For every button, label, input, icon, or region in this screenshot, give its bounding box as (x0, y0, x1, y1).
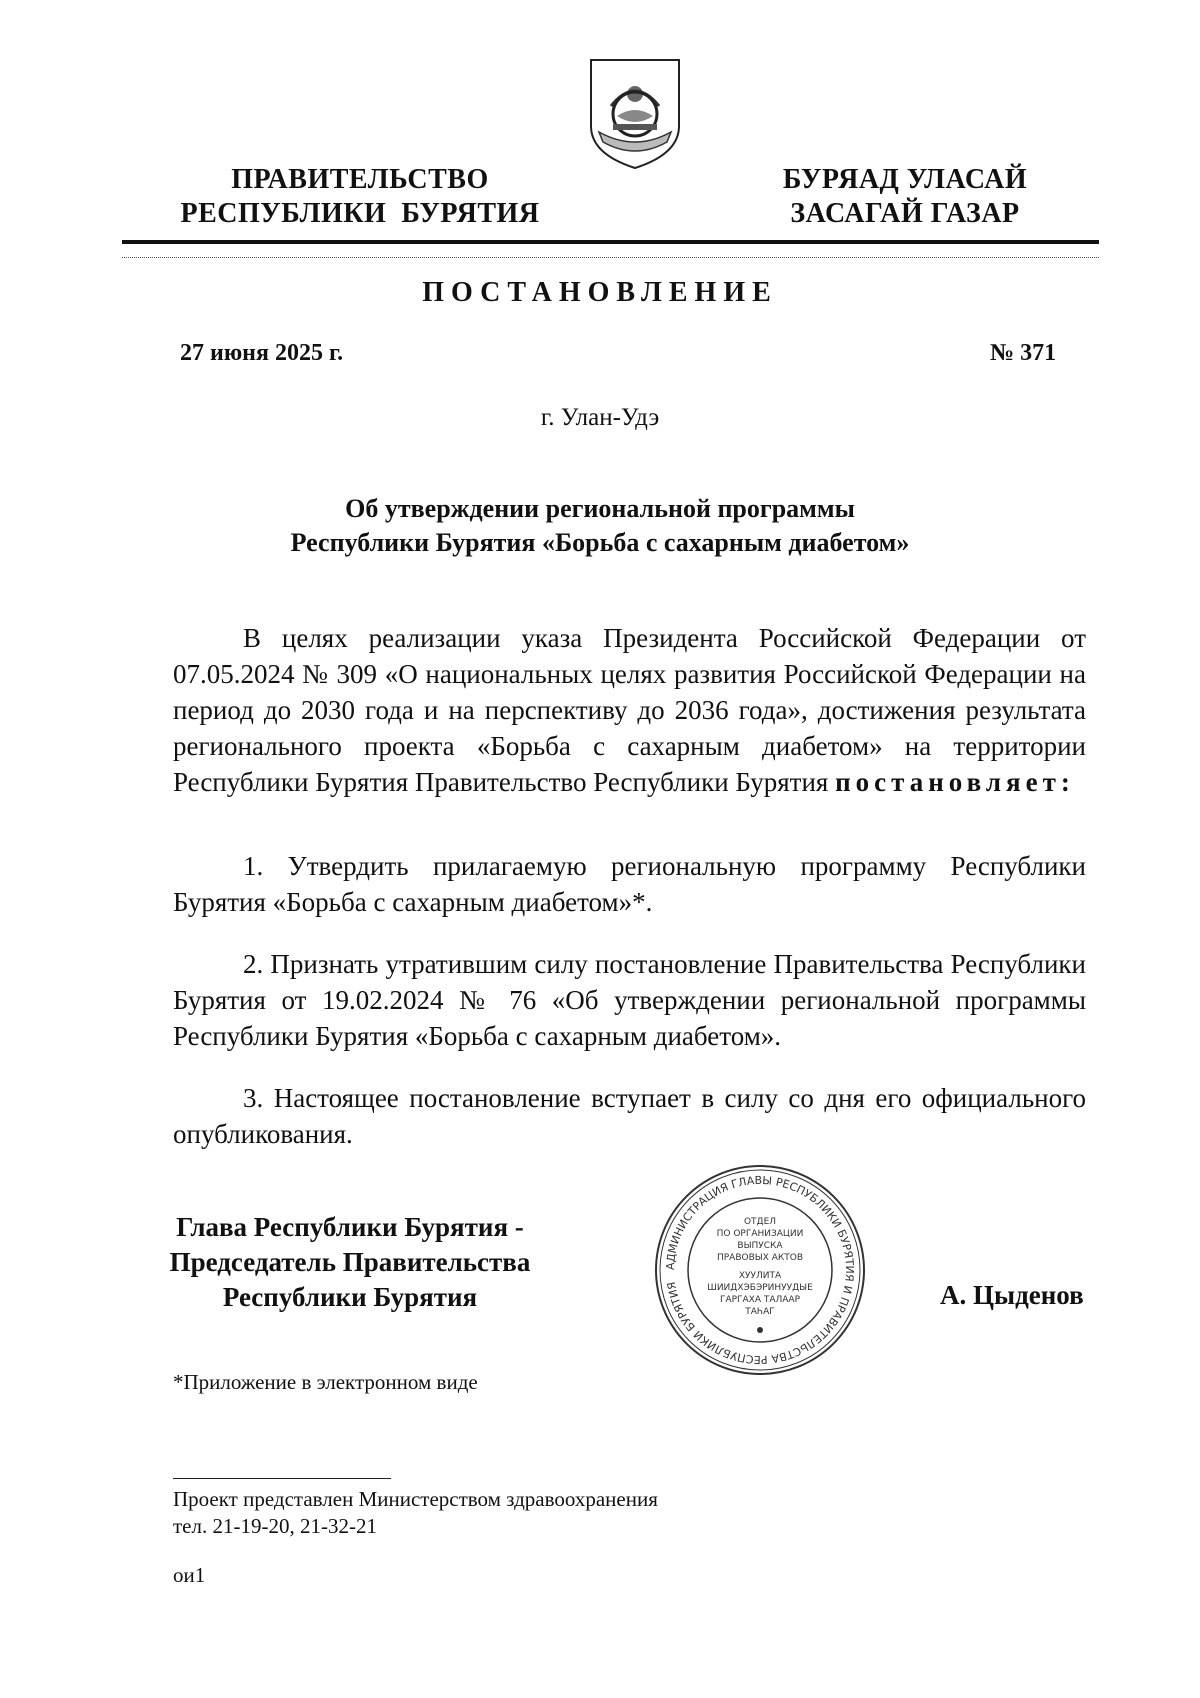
position-line2: Председатель Правительства (169, 1247, 531, 1277)
subject-line2: Республики Бурятия «Борьба с сахарным диабетом» (290, 528, 910, 557)
seal-outer-text: АДМИНИСТРАЦИЯ ГЛАВЫ РЕСПУБЛИКИ БУРЯТИЯ И ПРАВИТЕЛЬСТВА РЕСПУБЛИКИ БУРЯТИЯ (663, 1173, 857, 1367)
document-number: № 371 (990, 340, 1057, 366)
header-right (745, 163, 1065, 231)
signatory-name: А. Цыденов (940, 1280, 1084, 1310)
header-dotted-rule (122, 257, 1099, 258)
contact-info (173, 1486, 658, 1540)
item-3: 3. Настоящее постановление вступает в силу со дня его официального опубликования. (173, 1083, 1086, 1149)
position-line3: Республики Бурятия (222, 1282, 478, 1312)
intro-paragraph (173, 620, 1086, 800)
document-city: г. Улан-Удэ (540, 404, 660, 431)
header-right-line2: ЗАСАГАЙ ГАЗАР (790, 198, 1020, 229)
document-subject (0, 492, 1200, 560)
intro-text: В целях реализации указа Президента Российской Федерации от 07.05.2024 № 309 «О национальных целях развития Российской Федерации на период до 2030 года и на перспективу до 2036 года», достижения результата регионального проекта «Борьба с сахарным диабетом» на территории Республики Бурятия Правительство Республики Бурятия (173, 623, 1086, 797)
contact-line1: Проект представлен Министерством здравоохранения (173, 1487, 658, 1511)
footer-rule (173, 1478, 391, 1479)
subject-line1: Об утверждении региональной программы (345, 494, 855, 523)
header-left-line1: ПРАВИТЕЛЬСТВО (231, 164, 489, 195)
header-left (170, 163, 550, 231)
official-seal (650, 1160, 870, 1380)
header-left-line2: РЕСПУБЛИКИ БУРЯТИЯ (180, 198, 540, 229)
signatory-position (140, 1210, 560, 1315)
document-title: ПОСТАНОВЛЕНИЕ (422, 277, 778, 308)
contact-line2: тел. 21-19-20, 21-32-21 (173, 1514, 377, 1538)
coat-of-arms-icon (587, 56, 683, 172)
svg-text:АДМИНИСТРАЦИЯ ГЛАВЫ РЕСПУБЛИКИ (664, 1174, 856, 1366)
appendix-note: *Приложение в электронном виде (173, 1370, 478, 1394)
seal-line2: ПО ОРГАНИЗАЦИИ (716, 1229, 804, 1239)
seal-line1: ОТДЕЛ (743, 1217, 777, 1227)
decree-word: постановляет: (835, 767, 1075, 797)
document-code: ои1 (173, 1563, 206, 1587)
document-date: 27 июня 2025 г. (180, 340, 344, 366)
seal-line8: ТАҺАГ (745, 1307, 775, 1317)
seal-line3: ВЫПУСКА (737, 1241, 783, 1251)
seal-line7: ГАРГАХА ТАЛААР (719, 1295, 801, 1305)
seal-line4: ПРАВОВЫХ АКТОВ (716, 1253, 804, 1263)
header-right-line1: БУРЯАД УЛАСАЙ (782, 164, 1028, 195)
seal-line5: ХУУЛИТА (738, 1271, 782, 1281)
item-1: 1. Утвердить прилагаемую региональную программу Республики Бурятия «Борьба с сахарным диабетом»*. (173, 851, 1086, 917)
seal-line6: ШИИДХЭБЭРИНУУДЫЕ (707, 1283, 813, 1293)
item-2: 2. Признать утратившим силу постановление Правительства Республики Бурятия от 19.02.2024 № 76 «Об утверждении региональной программы Республики Бурятия «Борьба с сахарным диабетом». (173, 949, 1086, 1051)
header-rule (122, 240, 1099, 244)
position-line1: Глава Республики Бурятия - (176, 1212, 524, 1242)
